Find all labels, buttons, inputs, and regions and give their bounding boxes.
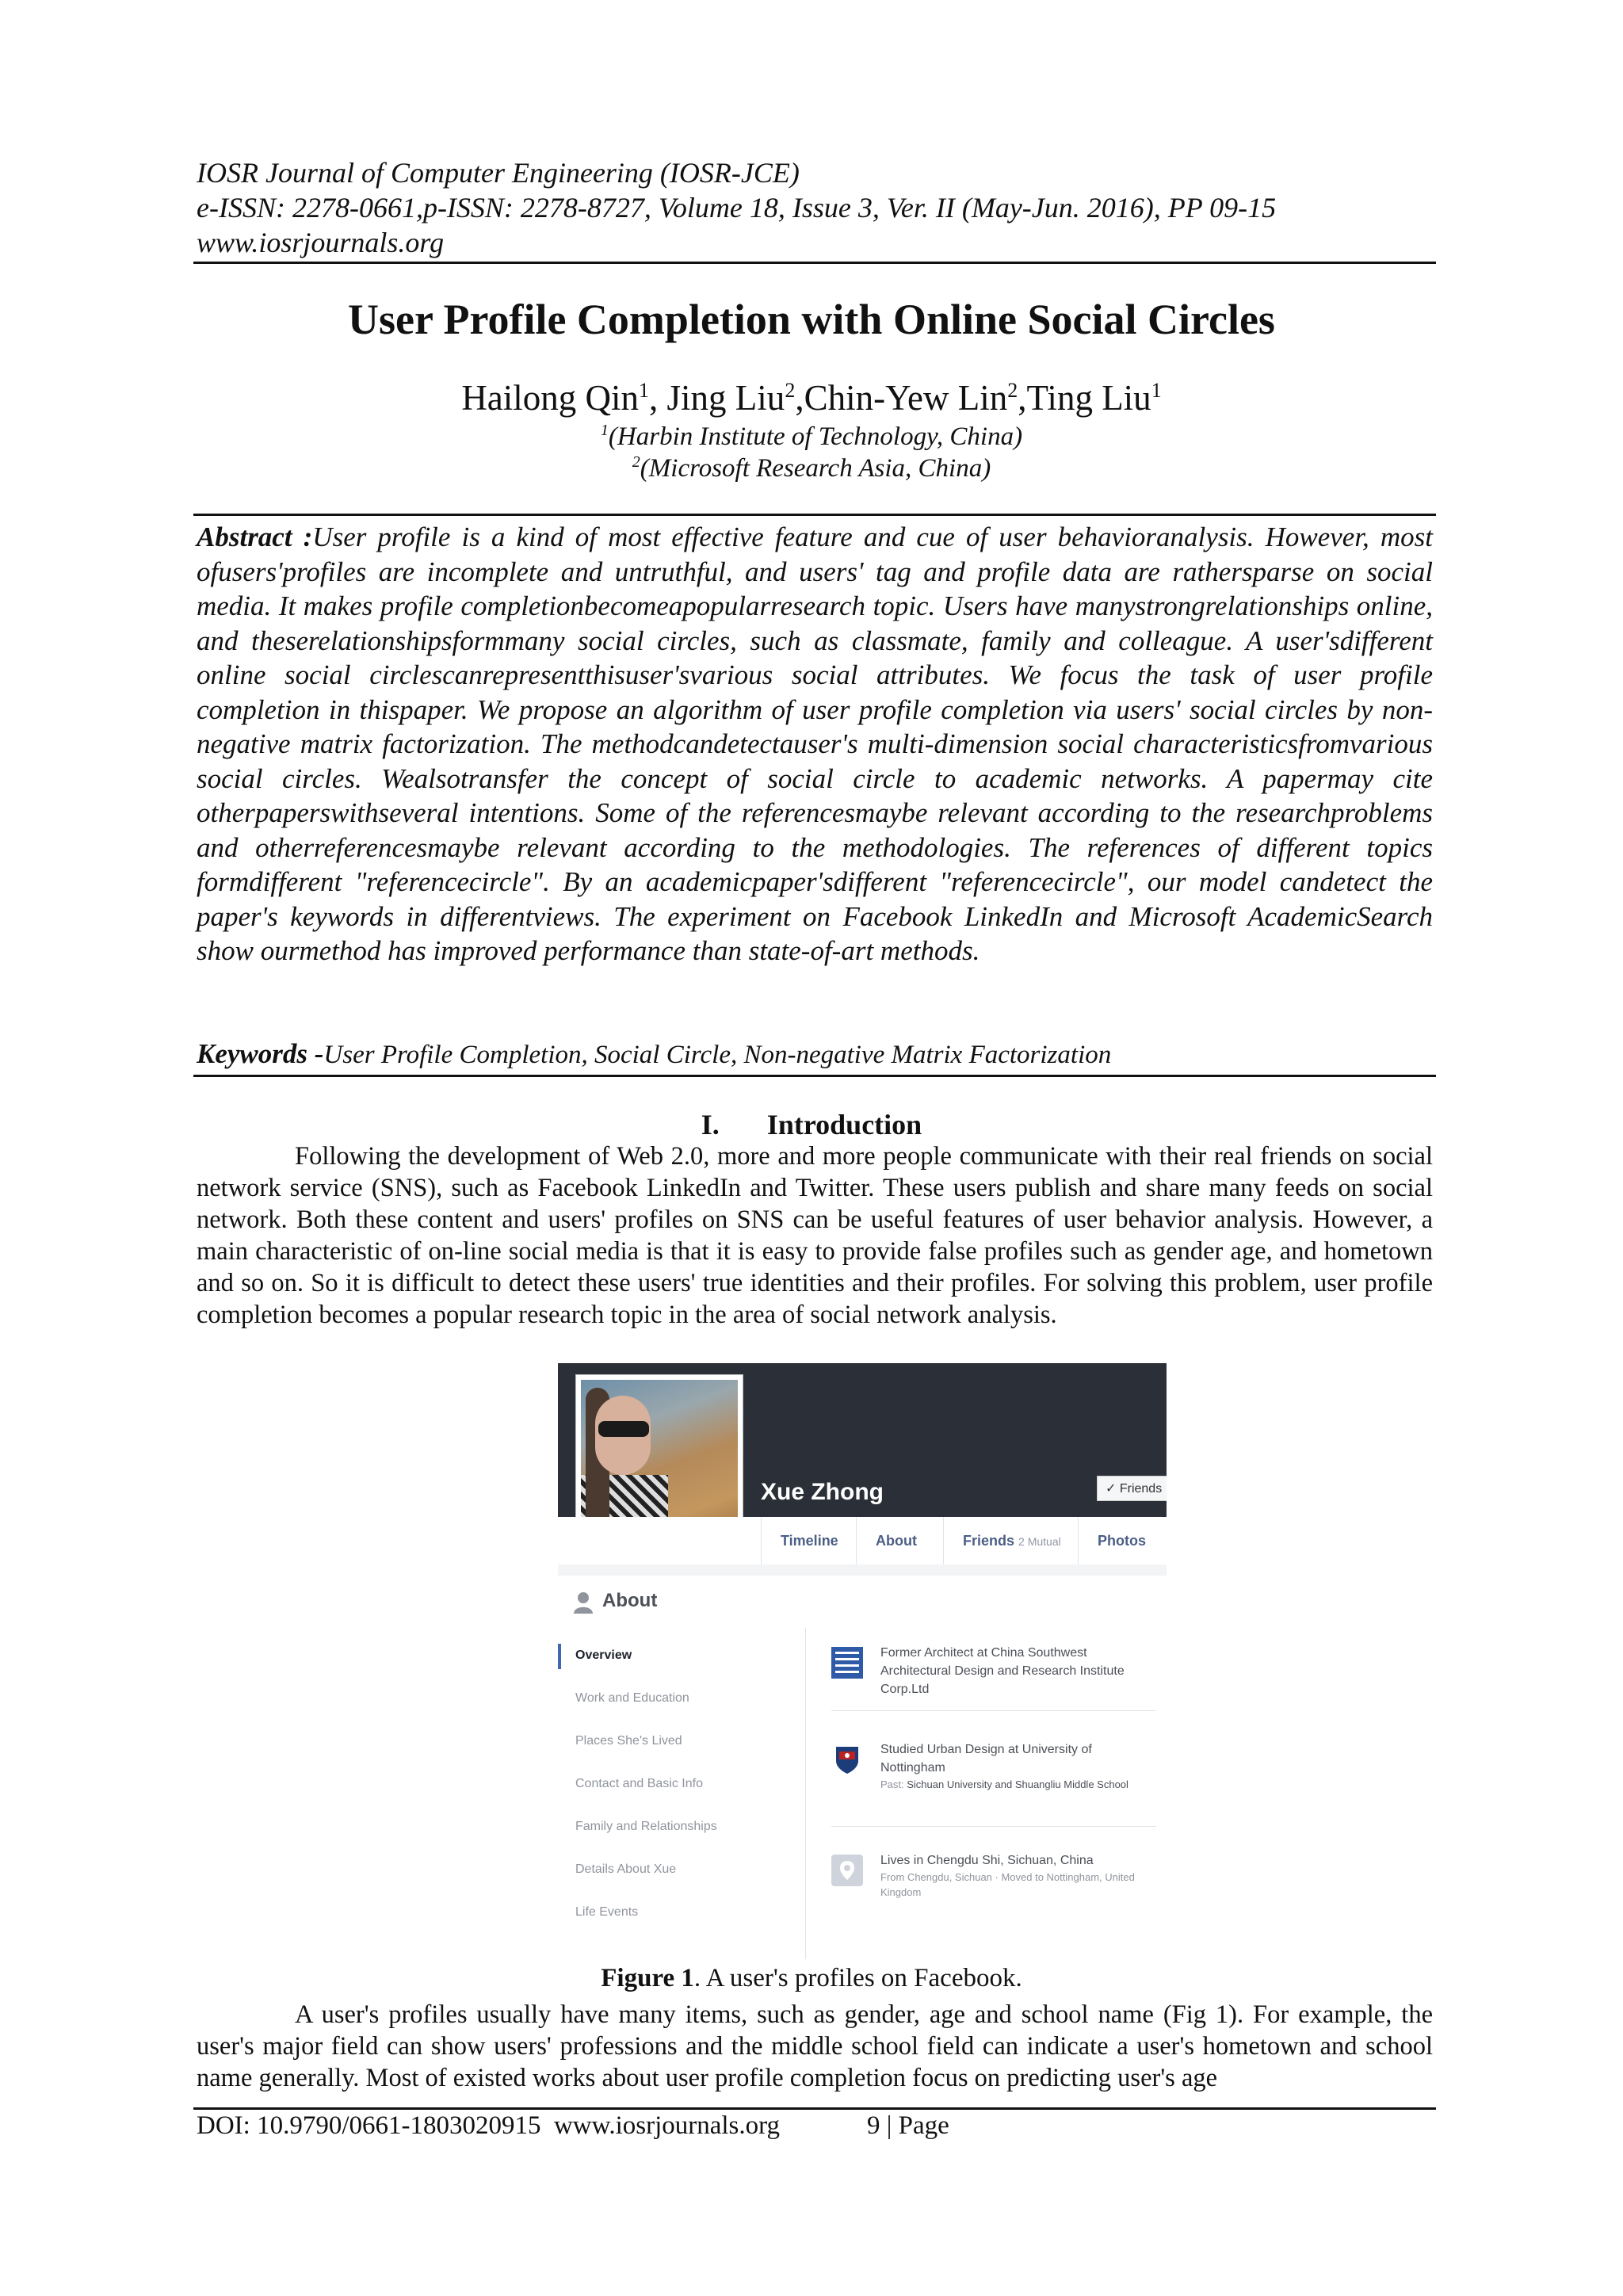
journal-url[interactable]: www.iosrjournals.org	[197, 227, 445, 258]
person-icon	[574, 1591, 593, 1614]
keywords	[197, 1038, 1433, 1070]
abstract-text: User profile is a kind of most effective feature and cue of user behavioranalysis. However, most ofusers'profiles are incomplete and untruthful, and users' tag and profile data are rathersparse on social media. It makes profile completionbecomeapopularresearch topic. Users have manystrongrelationships online, and theserelationshipsformmany social circles, such as classmate, family and colleague. A user'sdifferent online social circlescanrepresentthisuser'svarious social attributes. We focus the task of user profile completion in thispaper. We propose an algorithm of user profile completion via users' social circles by non-negative matrix factorization. The methodcandetectauser's multi-dimension social characteristicsfromvarious social circles. Wealsotransfer the concept of social circle to academic networks. A papermay cite otherpaperswithseveral intentions. Some of the referencesmaybe relevant according to the researchproblems and otherreferencesmaybe relevant according to the methodologies. The references of different topics formdifferent "referencecircle". By an academicpaper'sdifferent "referencecircle", our model candetect the paper's keywords in differentviews. The experiment on Facebook LinkedIn and Microsoft AcademicSearch show ourmethod has improved performance than state-of-art methods.	[197, 521, 1433, 966]
author-affil-sup: 1	[1151, 379, 1162, 402]
about-header	[558, 1576, 1167, 1629]
location-text: Lives in Chengdu Shi, Sichuan, China	[880, 1854, 1094, 1867]
author-separator: ,	[649, 378, 667, 418]
nav-family[interactable]: Family and Relationships	[575, 1820, 717, 1833]
affiliation-text: (Microsoft Research Asia, China)	[640, 454, 991, 483]
intro-paragraph-2: A user's profiles usually have many items, such as gender, age and school name (Fig 1). For example, the user's major field can show users' professions and the middle school field can indicate a user's hometown and school name generally. Most of existed works about user profile completion focus on predicting user's age	[197, 2000, 1433, 2092]
author-affil-sup: 2	[1007, 379, 1018, 402]
author-name: Ting Liu	[1026, 378, 1151, 418]
affiliation-1	[0, 422, 1623, 452]
university-crest-icon	[831, 1744, 863, 1775]
author-name: Jing Liu	[666, 378, 785, 418]
location-pin-icon	[831, 1855, 863, 1886]
tab-timeline[interactable]: Timeline	[761, 1517, 856, 1564]
profile-tabs	[558, 1517, 1167, 1564]
author-affil-sup: 1	[639, 379, 650, 402]
work-item	[831, 1644, 1156, 1698]
education-text: Studied Urban Design at University of Nottingham	[880, 1743, 1092, 1775]
page-footer	[197, 2111, 949, 2141]
abstract-top-rule	[193, 514, 1436, 516]
divider	[831, 1710, 1156, 1711]
figure-caption	[0, 1964, 1623, 1993]
divider	[831, 1826, 1156, 1827]
facebook-profile-figure	[558, 1363, 1167, 1959]
work-text: Former Architect at China Southwest Architectural Design and Research Institute Corp.Ltd	[880, 1646, 1125, 1696]
friends-button[interactable]: ✓ Friends	[1097, 1476, 1167, 1501]
company-logo-icon	[831, 1647, 863, 1679]
tab-friends-label: Friends	[963, 1533, 1015, 1549]
past-label: Past:	[880, 1778, 904, 1790]
abstract-bottom-rule	[193, 1075, 1436, 1077]
education-item	[831, 1740, 1156, 1792]
figure-caption-text: . A user's profiles on Facebook.	[693, 1964, 1022, 1992]
journal-name: IOSR Journal of Computer Engineering (IOSR-JCE)	[197, 157, 800, 189]
author-name: Chin-Yew Lin	[804, 378, 1008, 418]
footer-doi: DOI: 10.9790/0661-1803020915 www.iosrjournals.org	[197, 2111, 781, 2140]
author-affil-sup: 2	[785, 379, 796, 402]
active-indicator	[558, 1644, 561, 1669]
section-title: Introduction	[766, 1109, 922, 1140]
paper-title: User Profile Completion with Online Social Circles	[348, 296, 1275, 343]
abstract-label: Abstract :	[197, 521, 313, 552]
education-past	[880, 1777, 1156, 1792]
abstract	[197, 520, 1433, 968]
intro-paragraph-1: Following the development of Web 2.0, more and more people communicate with their real friends on social network service (SNS), such as Facebook LinkedIn and Twitter. These users publish and share many feeds on social network. Both these content and users' profiles on SNS can be useful features of user behavior analysis. However, a main characteristic of on-line social media is that it is easy to provide false profiles such as gender age, and hometown and so on. So it is difficult to detect these users' true identities and their profiles. For solving this problem, user profile completion becomes a popular research topic in the area of social network analysis.	[197, 1142, 1433, 1329]
header-rule	[193, 262, 1436, 264]
about-overview	[806, 1628, 1167, 1959]
past-schools: Sichuan University and Shuangliu Middle School	[907, 1778, 1128, 1790]
author-name: Hailong Qin	[461, 378, 640, 418]
section-heading	[0, 1108, 1623, 1141]
nav-life-events[interactable]: Life Events	[575, 1905, 639, 1919]
nav-overview[interactable]: Overview	[575, 1648, 632, 1662]
affiliation-2	[0, 453, 1623, 483]
nav-work-education[interactable]: Work and Education	[575, 1691, 689, 1705]
author-list	[0, 377, 1623, 418]
journal-header	[197, 155, 1433, 260]
nav-details[interactable]: Details About Xue	[575, 1862, 677, 1876]
page-number: 9 | Page	[867, 2111, 949, 2140]
mutual-count: 2 Mutual	[1018, 1535, 1061, 1548]
keywords-label: Keywords -	[197, 1038, 324, 1069]
section-number: I.	[701, 1109, 720, 1140]
nav-contact-info[interactable]: Contact and Basic Info	[575, 1777, 703, 1790]
affiliation-sup: 1	[600, 422, 609, 439]
author-separator: ,	[1018, 378, 1027, 418]
journal-issn: e-ISSN: 2278-0661,p-ISSN: 2278-8727, Volume 18, Issue 3, Ver. II (May-Jun. 2016), PP 09-15	[197, 192, 1277, 223]
keywords-text: User Profile Completion, Social Circle, Non-negative Matrix Factorization	[323, 1041, 1112, 1069]
about-nav	[558, 1628, 806, 1959]
author-separator: ,	[795, 378, 804, 418]
location-item	[831, 1851, 1156, 1900]
affiliation-sup: 2	[632, 453, 640, 471]
location-from: From Chengdu, Sichuan · Moved to Nottingham, United Kingdom	[880, 1871, 1135, 1898]
nav-places-lived[interactable]: Places She's Lived	[575, 1734, 682, 1748]
about-title: About	[602, 1590, 658, 1611]
footer-rule	[193, 2107, 1436, 2110]
tab-friends[interactable]	[943, 1517, 1078, 1564]
profile-name: Xue Zhong	[761, 1479, 884, 1505]
profile-photo	[581, 1380, 738, 1537]
tab-photos[interactable]: Photos	[1078, 1517, 1167, 1564]
tab-about[interactable]: About	[856, 1517, 943, 1564]
figure-label: Figure 1	[601, 1964, 694, 1992]
affiliation-text: (Harbin Institute of Technology, China)	[608, 422, 1023, 451]
